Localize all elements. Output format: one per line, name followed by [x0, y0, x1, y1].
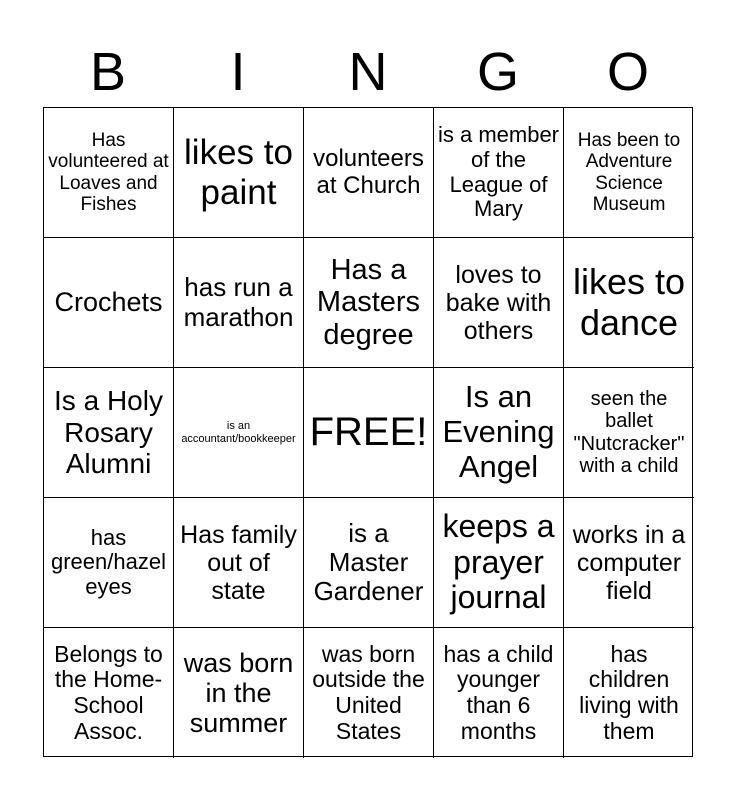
bingo-cell[interactable]: is a member of the League of Mary: [434, 108, 564, 238]
bingo-cell[interactable]: Has volunteered at Loaves and Fishes: [44, 108, 174, 238]
bingo-cell[interactable]: likes to paint: [174, 108, 304, 238]
bingo-cell[interactable]: seen the ballet "Nutcracker" with a child: [564, 368, 694, 498]
bingo-cell[interactable]: likes to dance: [564, 238, 694, 368]
header-letter-b: B: [89, 42, 127, 102]
free-space[interactable]: FREE!: [304, 368, 434, 498]
bingo-cell[interactable]: was born outside the United States: [304, 628, 434, 758]
bingo-cell[interactable]: Belongs to the Home-School Assoc.: [44, 628, 174, 758]
bingo-cell[interactable]: Is an Evening Angel: [434, 368, 564, 498]
bingo-cell[interactable]: is an accountant/bookkeeper: [174, 368, 304, 498]
bingo-cell[interactable]: Has a Masters degree: [304, 238, 434, 368]
bingo-cell[interactable]: Crochets: [44, 238, 174, 368]
bingo-card-grid: [43, 107, 693, 757]
bingo-cell[interactable]: loves to bake with others: [434, 238, 564, 368]
bingo-cell[interactable]: has a child younger than 6 months: [434, 628, 564, 758]
bingo-header: [43, 38, 693, 106]
header-letter-o: O: [606, 42, 649, 102]
bingo-cell[interactable]: Has family out of state: [174, 498, 304, 628]
bingo-cell[interactable]: has run a marathon: [174, 238, 304, 368]
header-letter-g: G: [476, 42, 519, 102]
bingo-cell[interactable]: is a Master Gardener: [304, 498, 434, 628]
bingo-cell[interactable]: keeps a prayer journal: [434, 498, 564, 628]
bingo-cell[interactable]: has children living with them: [579, 640, 679, 744]
bingo-cell[interactable]: volunteers at Church: [304, 108, 434, 238]
bingo-cell[interactable]: works in a computer field: [564, 498, 694, 628]
bingo-cell[interactable]: was born in the summer: [174, 628, 304, 758]
header-letter-i: I: [230, 42, 246, 102]
bingo-cell[interactable]: has green/hazel eyes: [44, 498, 174, 628]
bingo-cell[interactable]: Has been to Adventure Science Museum: [564, 108, 694, 238]
header-letter-n: N: [348, 42, 388, 102]
bingo-cell[interactable]: Is a Holy Rosary Alumni: [44, 368, 174, 498]
